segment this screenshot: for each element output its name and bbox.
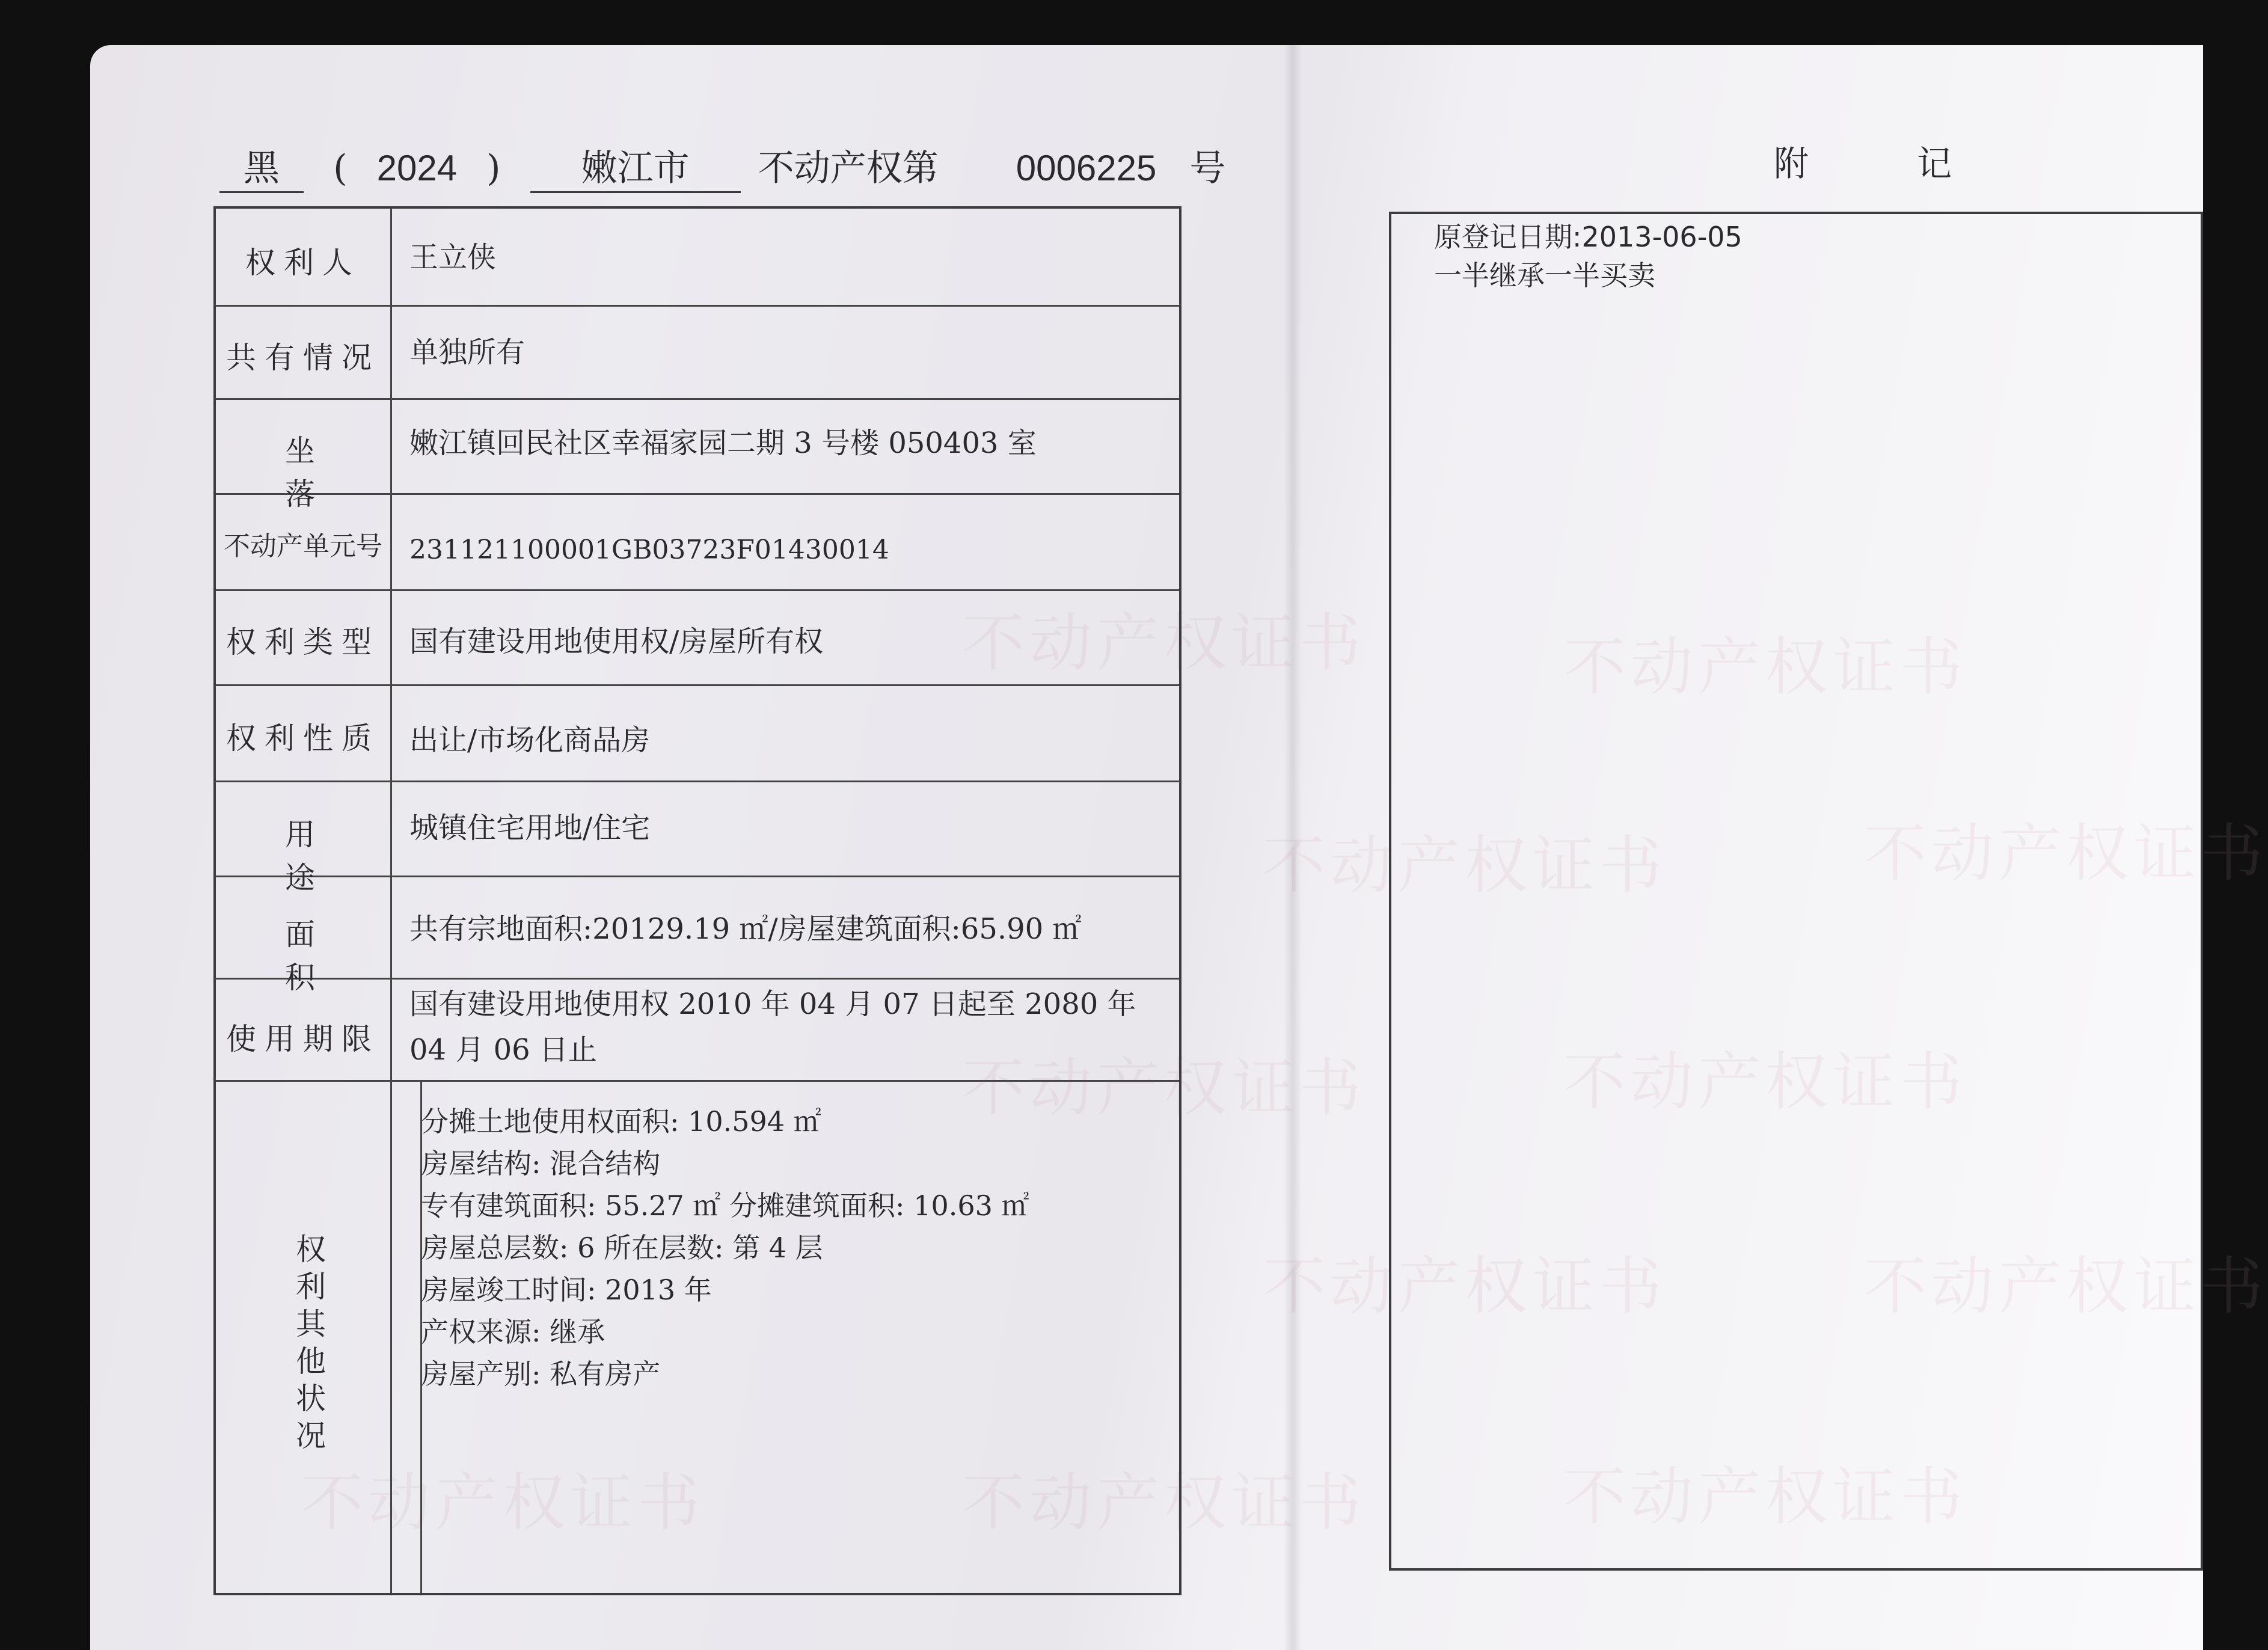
other-status-line: 房屋竣工时间: 2013 年: [421, 1274, 712, 1306]
cert-suffix: 号: [1189, 147, 1226, 189]
certificate-header: [219, 140, 1225, 193]
appendix-note: 一半继承一半买卖: [1434, 259, 1655, 292]
field-value: 国有建设用地使用权/房屋所有权: [409, 625, 824, 658]
province-field: 黑: [219, 140, 304, 193]
table-row: [216, 209, 1179, 307]
field-value: 231121100001GB03723F01430014: [409, 535, 889, 565]
city-field: 嫩江市: [530, 140, 741, 193]
appendix-notes: [1434, 218, 1742, 295]
field-value: 嫩江镇回民社区幸福家园二期 3 号楼 050403 室: [409, 426, 1037, 460]
year-field: 2024: [376, 148, 458, 188]
field-value: 单独所有: [409, 336, 526, 369]
cert-prefix: 不动产权第: [758, 147, 939, 189]
watermark: 不动产权证书: [1263, 829, 1667, 902]
other-status-label: 权 利 其 他 状 况: [296, 1232, 326, 1453]
field-label: 权利性质: [226, 721, 380, 756]
field-label: 面积: [285, 917, 369, 995]
table-row: [216, 684, 1179, 782]
other-status-line: 房屋结构: 混合结构: [421, 1147, 661, 1180]
watermark: 不动产权证书: [301, 1466, 705, 1539]
field-label: 不动产单元号: [224, 531, 382, 562]
table-row: [216, 589, 1179, 686]
other-status-line: 房屋产别: 私有房产: [421, 1358, 661, 1390]
field-label: 权利人: [245, 245, 361, 280]
appendix-note: 原登记日期:2013-06-05: [1434, 221, 1742, 253]
other-status-line: 分摊土地使用权面积: 10.594 ㎡: [421, 1105, 821, 1138]
other-status-list: [421, 1100, 1029, 1395]
appendix-box: [1389, 212, 2203, 1571]
watermark: 不动产权证书: [1563, 1460, 1968, 1533]
watermark: 不动产权证书: [962, 1466, 1367, 1539]
field-label: 使用期限: [226, 1022, 380, 1057]
field-label: 用途: [285, 817, 369, 895]
watermark: 不动产权证书: [962, 606, 1367, 679]
field-value: 王立侠: [409, 241, 497, 274]
other-status-line: 专有建筑面积: 55.27 ㎡ 分摊建筑面积: 10.63 ㎡: [421, 1189, 1029, 1222]
field-value: 国有建设用地使用权 2010 年 04 月 07 日起至 2080 年 04 月 06 日止: [409, 987, 1136, 1067]
table-row: [216, 305, 1179, 400]
watermark: 不动产权证书: [1563, 630, 1968, 704]
other-status-line: 产权来源: 继承: [421, 1316, 605, 1348]
field-label: 共有情况: [226, 340, 380, 375]
watermark: 不动产权证书: [1864, 817, 2268, 890]
table-row: [216, 978, 1179, 1082]
open-paren: (: [333, 147, 348, 189]
watermark: 不动产权证书: [962, 1051, 1367, 1124]
close-paren: ): [486, 147, 501, 189]
watermark: 不动产权证书: [1864, 1250, 2268, 1323]
field-label: 坐落: [285, 434, 369, 512]
table-row: [216, 876, 1179, 995]
field-label: 权利类型: [226, 625, 380, 660]
watermark: 不动产权证书: [1563, 1045, 1968, 1118]
field-value: 城镇住宅用地/住宅: [409, 811, 651, 845]
table-row: [216, 493, 1179, 591]
other-status-line: 房屋总层数: 6 所在层数: 第 4 层: [421, 1231, 823, 1264]
page-fold: [1284, 45, 1302, 1650]
table-row: [216, 398, 1179, 512]
appendix-title: 附记: [1774, 143, 2061, 184]
field-value: 出让/市场化商品房: [409, 723, 651, 757]
table-row: [216, 781, 1179, 895]
field-value: 共有宗地面积:20129.19 ㎡/房屋建筑面积:65.90 ㎡: [409, 912, 1082, 946]
cert-number: 0006225: [1016, 148, 1157, 188]
watermark: 不动产权证书: [1263, 1250, 1667, 1323]
